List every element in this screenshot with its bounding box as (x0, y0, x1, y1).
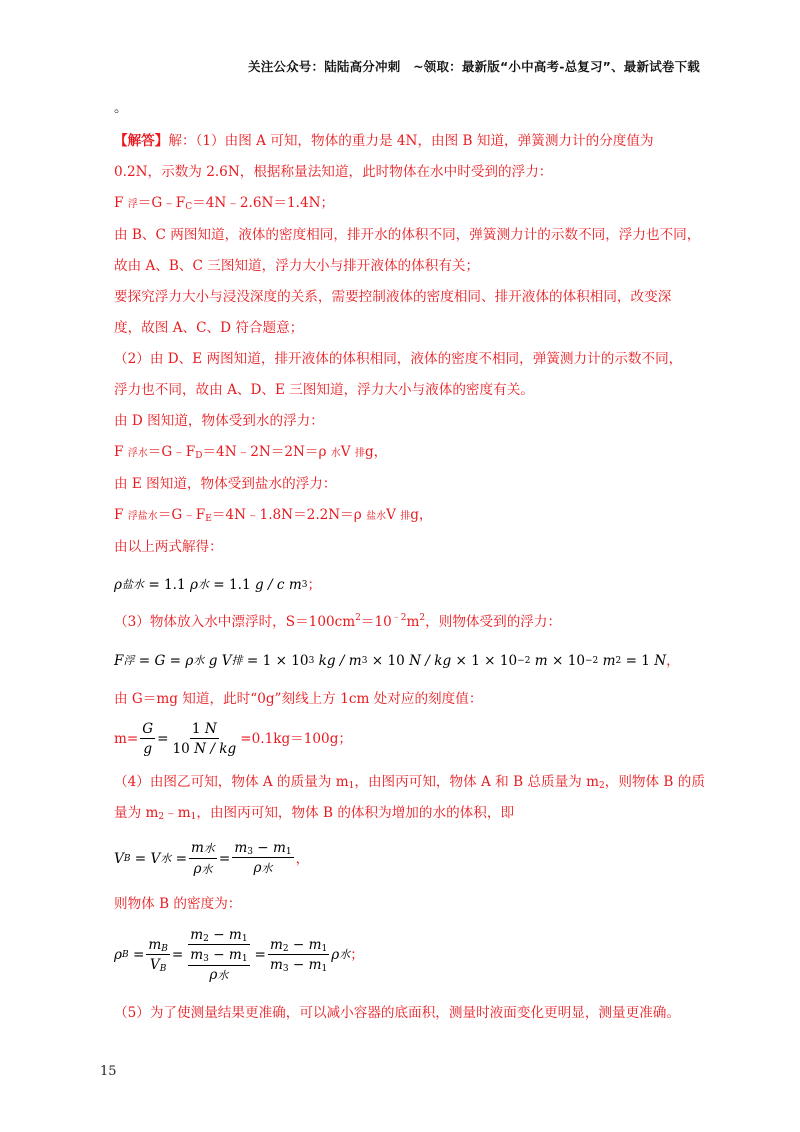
line-1 (114, 126, 714, 157)
equation-buoyancy: F 浮 = G = ρ 水 g V 排 = 1 × 10 3 kg / m 3 × 10 N / kg × 1 × 10 −2 m × 10 −2 m 2 = 1 N (114, 653, 667, 669)
line-1-text: 解：（1）由图 A 可知，物体的重力是 4N，由图 B 知道，弹簧测力计的分度值为 (168, 133, 654, 149)
line-8: （2）由 D、E 两图知道，排开液体的体积相同，液体的密度不相同，弹簧测力计的示数不同， (114, 351, 683, 367)
line-23: 则物体 B 的密度为： (114, 896, 242, 912)
equation-volume-b: V B = V 水 = $\frac{\text{m水}}{\text{ρ水}}$ = $\frac{m_3 - m_1}{\text{ρ水}}$ (114, 829, 296, 889)
equation-density-b: ρ B = $\frac{m_B}{V_B}$ = $\frac{m_2 - m_1}{\frac{m_3 - m_1}{\text{ρ水}}}$ = $\frac{m_2 - m_1}{m_3 - m_1}$ ρ 水 (114, 926, 351, 983)
line-4: 由 B、C 两图知道，液体的密度相同，排开水的体积不同，弹簧测力计的示数不同，浮力也不同， (114, 227, 701, 243)
equation-saltwater-density: ρ 盐水 = 1.1 ρ 水 = 1.1 g / c m 3 (114, 577, 308, 593)
line-19 (114, 715, 714, 763)
fraction-nested: $\frac{m_2 - m_1}{\frac{m_3 - m_1}{\text{ρ水}}}$ (190, 926, 248, 983)
line-25: （5）为了使测量结果更准确，可以减小容器的底面积，测量时液面变化更明显，测量更准确。 (114, 1005, 680, 1021)
line-13: F 浮盐水$=G﹣F_E=4N﹣1.8N=2.2N=\rho$ 盐水V 排g， (114, 507, 433, 524)
line-12: 由 E 图知道，物体受到盐水的浮力： (114, 476, 337, 492)
answer-content (114, 96, 714, 1029)
line-0: 。 (114, 100, 128, 116)
line-9: 浮力也不同，故由 A、D、E 三图知道，浮力大小与液体的密度有关。 (114, 382, 534, 398)
line-2: 0.2N，示数为 2.6N，根据称量法知道，此时物体在水中时受到的浮力： (114, 164, 553, 180)
line-24: ρ B = $\frac{m_B}{V_B}$ = $\frac{m_2 - m_1}{\frac{m_3 - m_1}{\text{ρ水}}}$ = $\frac{m_2 - m_1}{m_3 - m_1}$ ρ 水 ； (114, 922, 714, 988)
line-18: 由 G＝mg 知道，此时“0g”刻线上方 1cm 处对应的刻度值： (114, 691, 483, 707)
line-20: （4）由图乙可知，物体 A 的质量为 $m_1$，由图丙可知，物体 A 和 B 总质量为 $m_2$，则物体 B 的质 (114, 774, 705, 791)
line-21: 量为 $m_2﹣m_1$，由图丙可知，物体 B 的体积为增加的水的体积，即 (114, 805, 515, 822)
line-6: 要探究浮力大小与浸没深度的关系，需要控制液体的密度相同、排开液体的体积相同，改变深 (114, 289, 672, 305)
fraction-m2m1-over-m3m1: $\frac{m_2 - m_1}{m_3 - m_1}$ (269, 936, 328, 974)
line-16: （3）物体放入水中漂浮时，$S=100cm^2=10^{﹣2}m^2$，则物体受到的浮力： (114, 613, 562, 630)
answer-label: 【解答】 (114, 133, 169, 149)
fraction-m3m1-over-rho: $\frac{m_3 - m_1}{\text{ρ水}}$ (234, 840, 292, 876)
line-10: 由 D 图知道，物体受到水的浮力： (114, 413, 324, 429)
line-11: F 浮水$=G﹣F_D=4N﹣2N=2N=\rho$ 水V 排g， (114, 444, 388, 461)
fraction-mb-over-vb: $\frac{m_B}{V_B}$ (148, 936, 168, 974)
page-number: 15 (100, 1064, 117, 1079)
line-3: F 浮$=G﹣F_C=4N﹣2.6N=1.4N$； (114, 195, 335, 212)
fraction-1n-over-10nkg: $\frac{1 N}{10 N / kg}$ (172, 720, 237, 757)
page-header: 关注公众号：陆陆高分冲刺 ~领取：最新版“小中高考-总复习”、最新试卷下载 (248, 59, 700, 74)
line-14: 由以上两式解得： (114, 539, 223, 555)
line-22: V B = V 水 = $\frac{\text{m水}}{\text{ρ水}}$ = $\frac{m_3 - m_1}{\text{ρ水}}$ ， (114, 829, 714, 889)
line-5: 故由 A、B、C 三图知道，浮力大小与排开液体的体积有关； (114, 258, 480, 274)
fraction-g-over-g: $\frac{G}{g}$ (142, 720, 154, 757)
fraction-m-over-rho: $\frac{\text{m水}}{\text{ρ水}}$ (191, 839, 215, 877)
line-15: ρ 盐水 = 1.1 ρ 水 = 1.1 g / c m 3 ； (114, 563, 714, 607)
line-17: F 浮 = G = ρ 水 g V 排 = 1 × 10 3 kg / m 3 × 10 N / kg × 1 × 10 −2 m × 10 −2 m 2 = 1 N ， (114, 638, 714, 684)
equation-mass: m= $\frac{G}{g}$ = $\frac{1 N}{10 N / kg}$ =0.1kg＝100g； (114, 720, 353, 757)
line-7: 度，故图 A、C、D 符合题意； (114, 320, 304, 336)
